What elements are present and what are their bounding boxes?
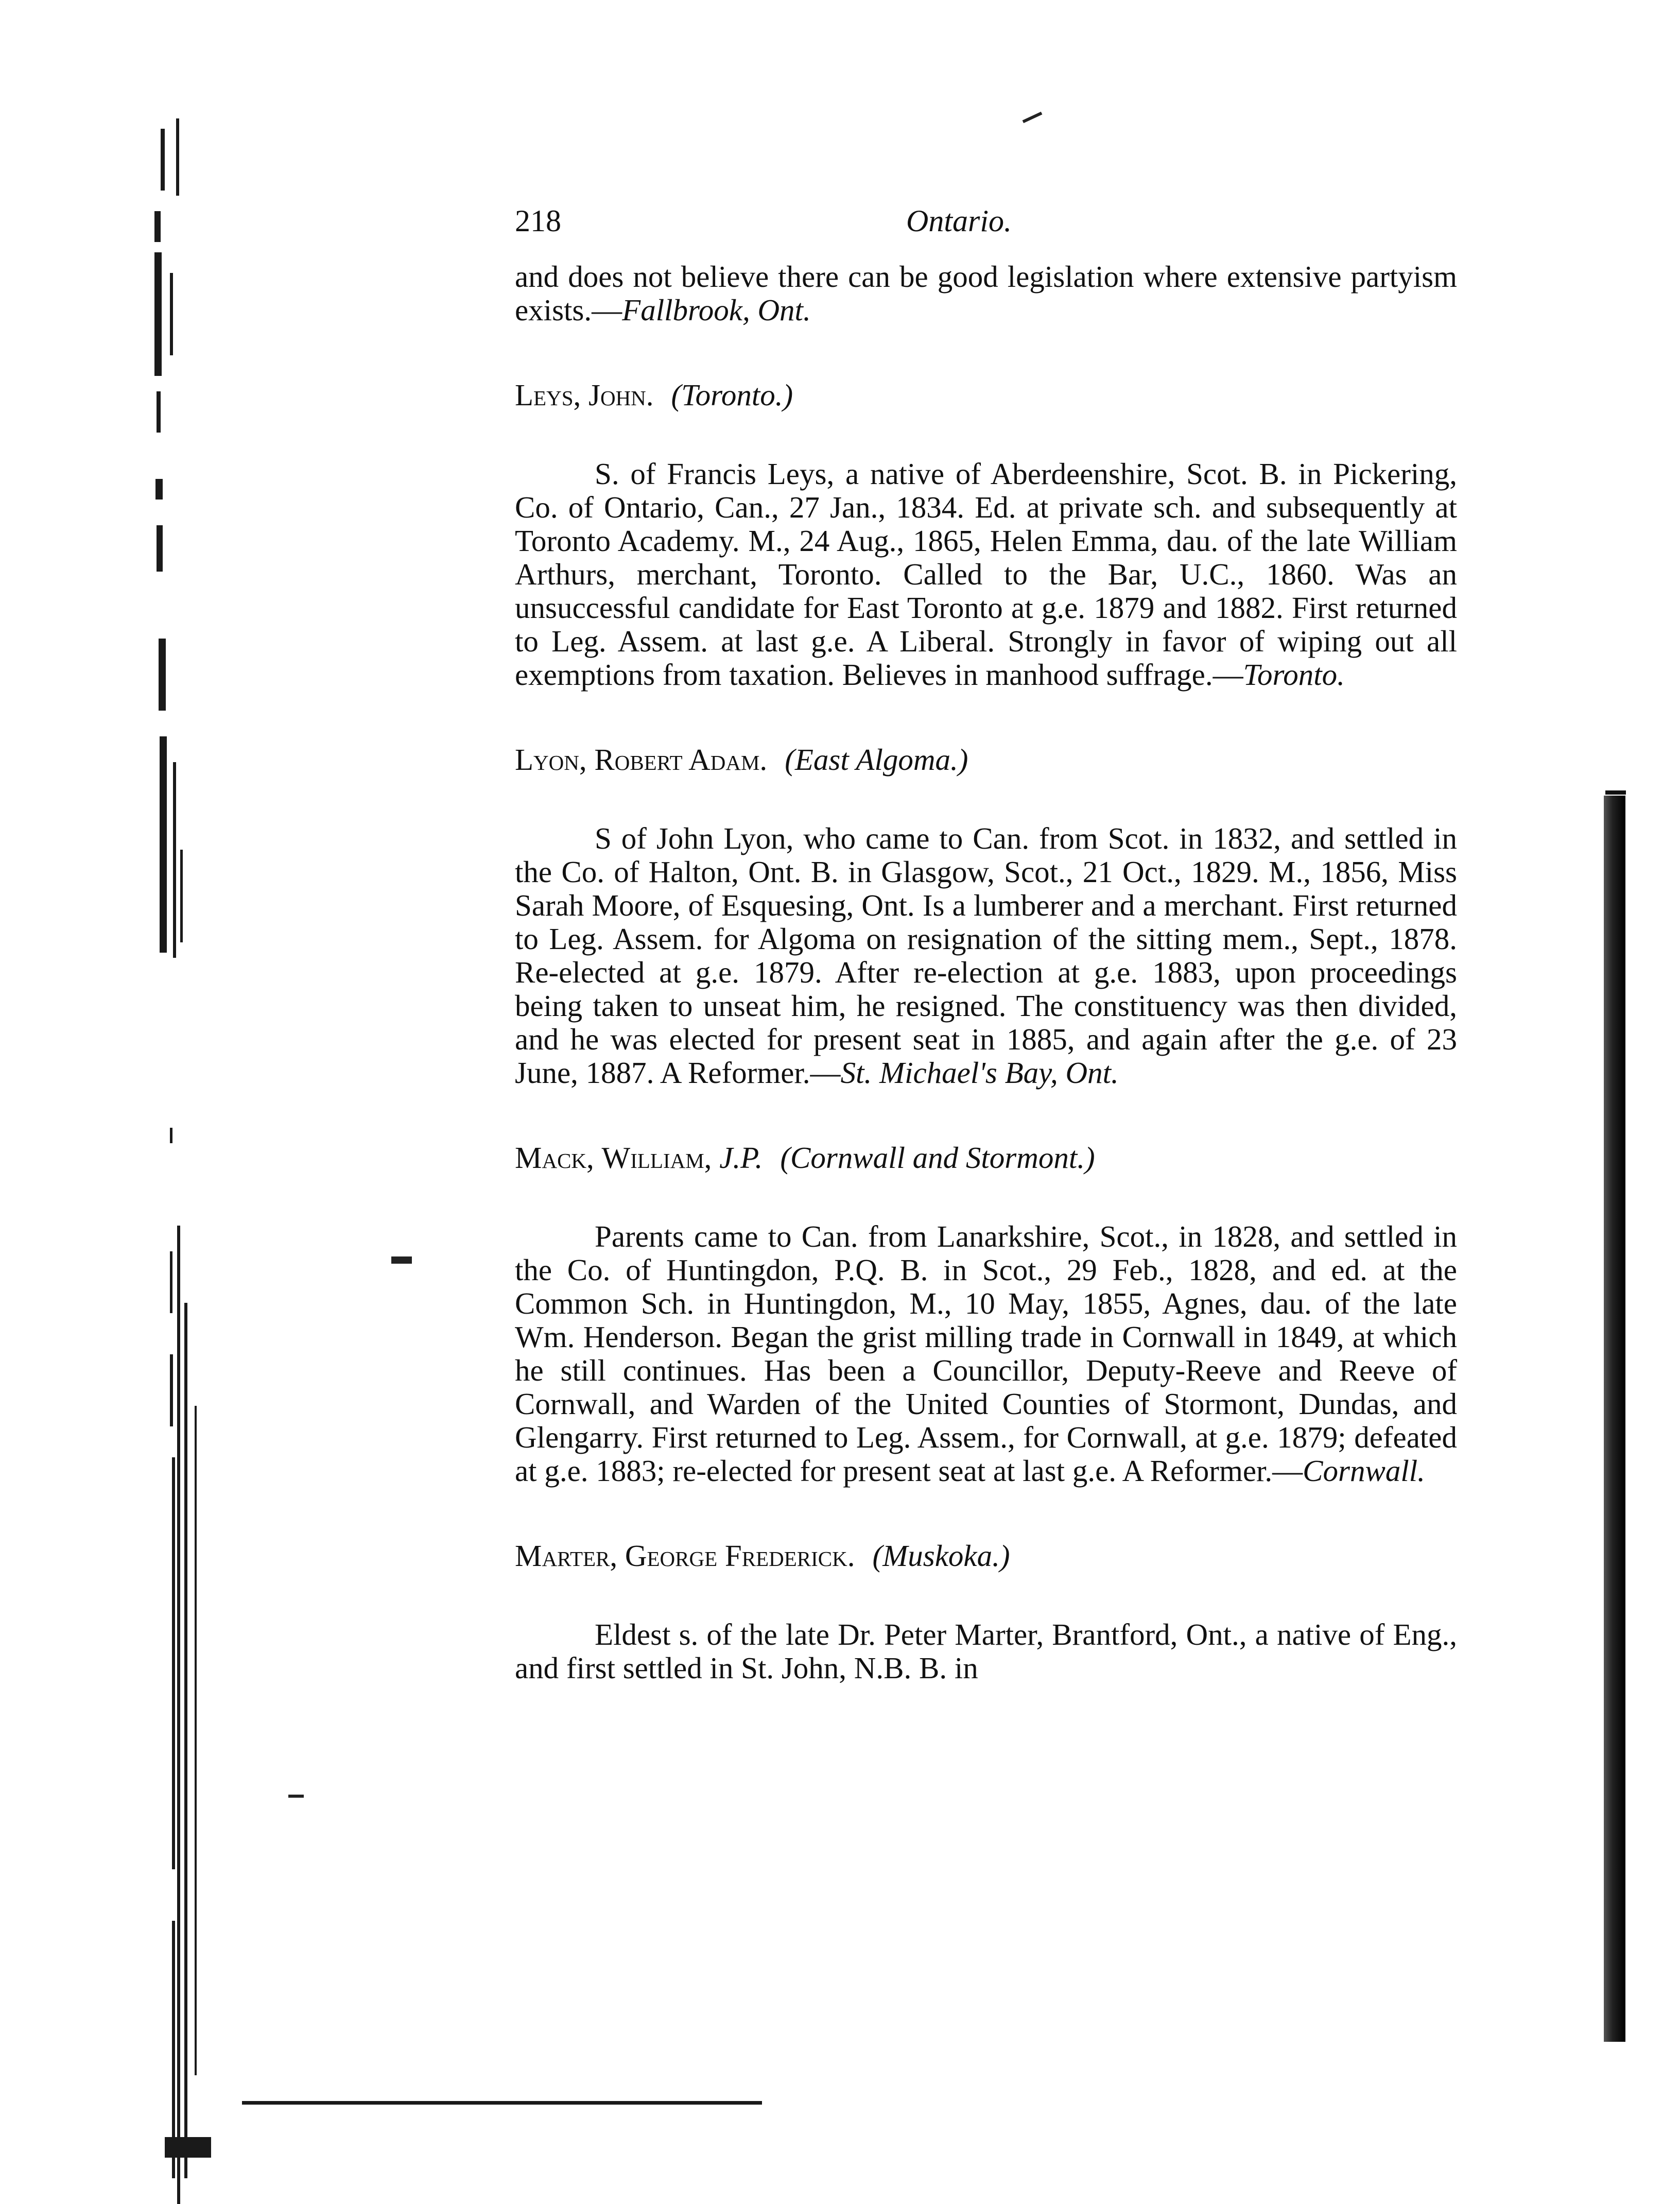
entry-riding: (Toronto.) — [671, 378, 793, 412]
entry-surname: Marter, — [515, 1539, 618, 1573]
scan-mark — [288, 1795, 304, 1798]
entry-residence: Cornwall. — [1303, 1454, 1425, 1488]
entry-surname: Lyon, — [515, 743, 587, 777]
entry-heading — [515, 1141, 1457, 1175]
entry-given-name: Robert Adam. — [594, 743, 768, 777]
entry-riding: (Cornwall and Stormont.) — [780, 1141, 1095, 1175]
continuation-residence: Fallbrook, Ont. — [622, 293, 811, 327]
entry-text: Eldest s. of the late Dr. Peter Marter, Brantford, Ont., a native of Eng., and first settled in St. John, N.B. B. in — [515, 1617, 1457, 1685]
entry-text: Parents came to Can. from Lanarkshire, Scot., in 1828, and settled in the Co. of Huntingdon, P.Q. B. in Scot., 29 Feb., 1828, and ed. at the Common Sch. in Huntingdon, M., 10 May, 1855, Agnes, dau. of the late Wm. Henderson. Began the grist milling trade in Cornwall in 1849, at which he still continues. Has been a Councillor, Deputy-Reeve and Reeve of Cornwall, and Warden of the United Counties of Stormont, Dundas, and Glengarry. First returned to Leg. Assem., for Cornwall, at g.e. 1879; defeated at g.e. 1883; re-elected for present seat at last g.e. A Reformer.— — [515, 1219, 1457, 1488]
entry-riding: (East Algoma.) — [785, 743, 968, 777]
scan-bottom-rule — [242, 2101, 762, 2105]
entry-text: S. of Francis Leys, a native of Aberdeenshire, Scot. B. in Pickering, Co. of Ontario, Can., 27 Jan., 1834. Ed. at private sch. and subsequently at Toronto Academy. M., 24 Aug., 1865, Helen Emma, dau. of the late William Arthurs, merchant, Toronto. Called to the Bar, U.C., 1860. Was an unsuccessful candidate for East Toronto at g.e. 1879 and 1882. First returned to Leg. Assem. at last g.e. A Liberal. Strongly in favor of wiping out all exemptions from taxation. Believes in manhood suffrage.— — [515, 457, 1457, 692]
entry-residence: St. Michael's Bay, Ont. — [840, 1056, 1119, 1090]
page-number: 218 — [515, 204, 561, 238]
entry-surname: Leys, — [515, 378, 581, 412]
book-page — [515, 203, 1457, 1685]
biography-entry — [515, 743, 1457, 1090]
continuation-paragraph — [515, 260, 1457, 327]
biography-entry — [515, 378, 1457, 692]
scan-mark — [391, 1256, 412, 1264]
scan-mark — [1023, 112, 1043, 123]
biography-entry — [515, 1141, 1457, 1488]
entry-residence: Toronto. — [1243, 658, 1345, 692]
scan-edge-left — [149, 118, 242, 2116]
running-title: Ontario. — [906, 204, 1012, 238]
entry-body — [515, 822, 1457, 1090]
entry-given-name: John. — [588, 378, 654, 412]
biography-entry — [515, 1539, 1457, 1685]
scan-edge-right — [1604, 796, 1625, 2042]
entry-text: S of John Lyon, who came to Can. from Scot. in 1832, and settled in the Co. of Halton, Ont. B. in Glasgow, Scot., 21 Oct., 1829. M., 1856, Miss Sarah Moore, of Esquesing, Ont. Is a lumberer and a merchant. First returned to Leg. Assem. for Algoma on resignation of the sitting mem., Sept., 1878. Re-elected at g.e. 1879. After re-election at g.e. 1883, upon proceedings being taken to unseat him, he resigned. The constituency was then divided, and he was elected for present seat in 1885, and again after the g.e. of 23 June, 1887. A Reformer.— — [515, 821, 1457, 1090]
entry-body — [515, 1220, 1457, 1488]
entry-body — [515, 457, 1457, 692]
entry-heading — [515, 378, 1457, 412]
running-head — [515, 203, 1457, 260]
entry-heading — [515, 1539, 1457, 1573]
entry-heading — [515, 743, 1457, 777]
scan-edge-right-top — [1605, 790, 1626, 795]
entry-body — [515, 1618, 1457, 1685]
entry-riding: (Muskoka.) — [872, 1539, 1010, 1573]
entry-given-name: George Frederick. — [625, 1539, 855, 1573]
entry-title-suffix: J.P. — [719, 1141, 763, 1175]
continuation-text: and does not believe there can be good legislation where extensive partyism exists.— — [515, 260, 1457, 327]
entry-given-name: William, — [601, 1141, 712, 1175]
entry-surname: Mack, — [515, 1141, 594, 1175]
